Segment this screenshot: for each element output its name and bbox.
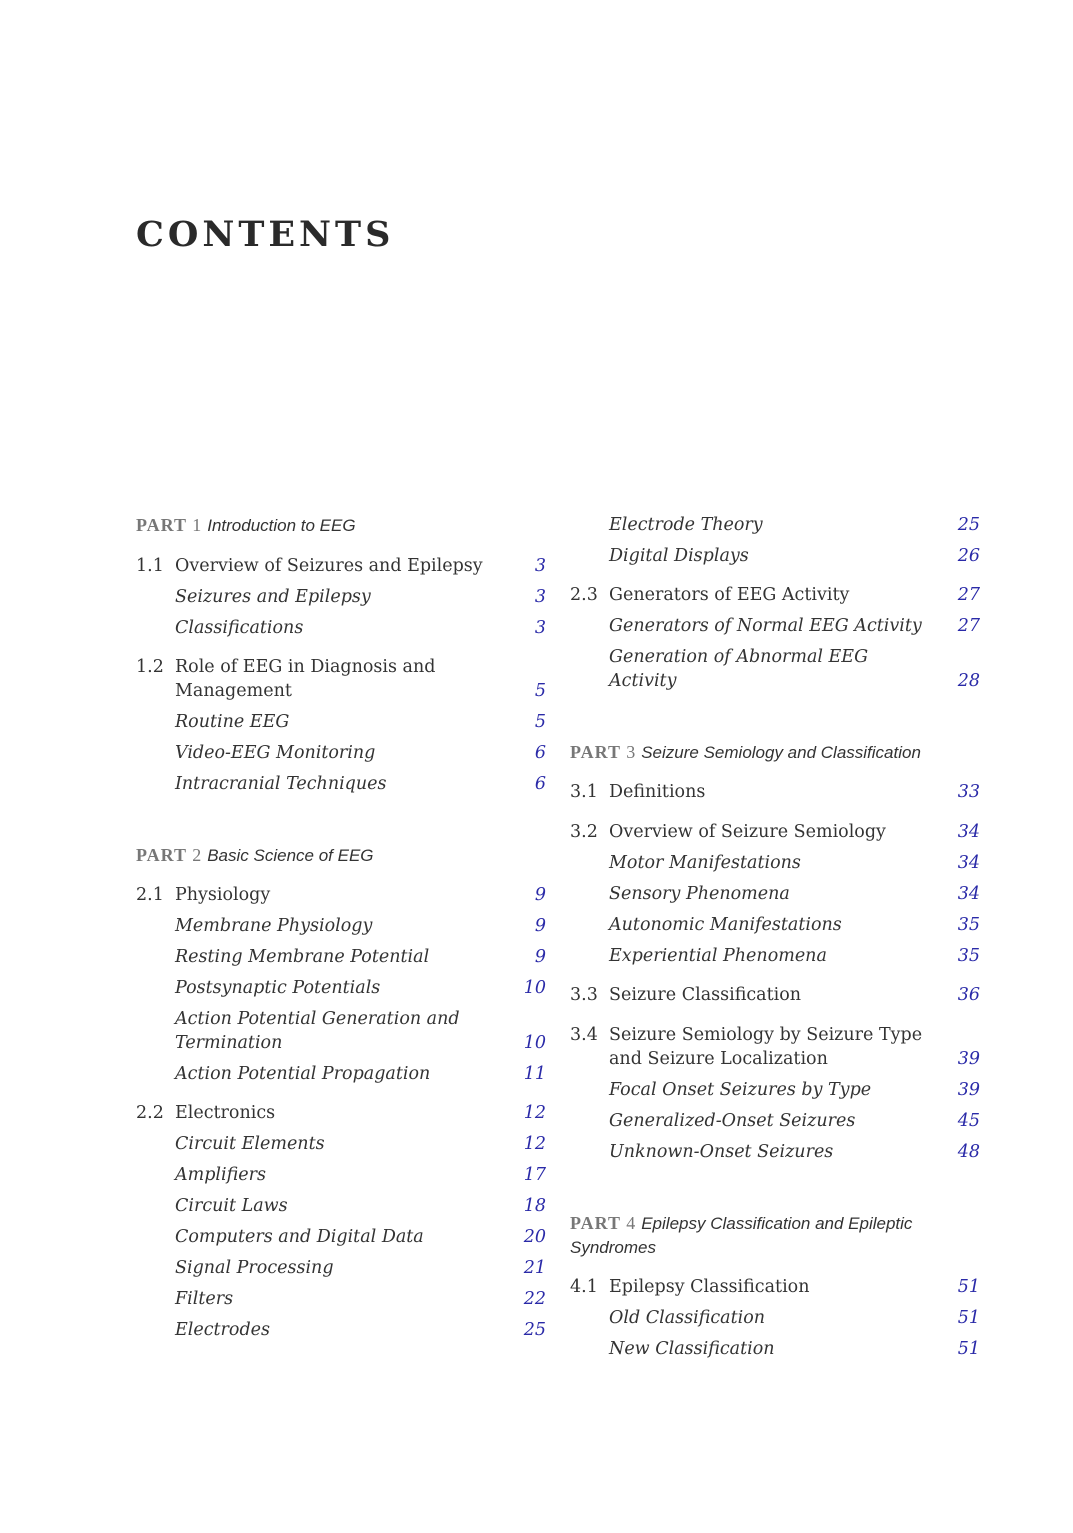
toc-subsection-entry xyxy=(570,544,980,568)
entry-title: Role of EEG in Diagnosis and Management xyxy=(175,657,436,701)
entry-title: Generation of Abnormal EEG Activity xyxy=(609,647,869,691)
part-title: Introduction to EEG xyxy=(207,516,356,535)
section-number: 1.2 xyxy=(136,657,164,677)
section-number: 2.3 xyxy=(570,585,598,605)
page-number: 45 xyxy=(957,1111,980,1131)
entry-title: Overview of Seizure Semiology xyxy=(609,822,886,842)
page-number: 10 xyxy=(523,1033,546,1053)
section-number: 1.1 xyxy=(136,556,164,576)
page-number: 9 xyxy=(534,947,546,967)
toc-subsection-entry xyxy=(136,1194,546,1218)
toc-subsection-entry xyxy=(570,1140,980,1164)
toc-column-left xyxy=(136,513,546,1342)
section-number: 3.1 xyxy=(570,782,598,802)
page-number: 28 xyxy=(957,671,980,691)
toc-subsection-entry xyxy=(136,1256,546,1280)
part-number: 1 xyxy=(192,515,202,535)
toc-subsection-entry xyxy=(570,882,980,906)
toc-subsection-entry xyxy=(136,1318,546,1342)
page-number: 35 xyxy=(957,946,980,966)
toc-subsection-entry xyxy=(136,1062,546,1086)
entry-title: Generalized-Onset Seizures xyxy=(609,1111,856,1131)
toc-subsection-entry xyxy=(136,976,546,1000)
page-number: 3 xyxy=(534,587,546,607)
toc-subsection-entry xyxy=(136,914,546,938)
entry-title: Physiology xyxy=(175,885,271,905)
part-heading xyxy=(570,740,980,765)
toc-column-right xyxy=(570,513,980,1361)
entry-title: Amplifiers xyxy=(175,1165,267,1185)
toc-section-entry xyxy=(570,780,980,804)
part-label: PART xyxy=(136,845,193,865)
part-title: Basic Science of EEG xyxy=(207,846,374,865)
toc-subsection-entry xyxy=(570,851,980,875)
part-number: 3 xyxy=(626,742,636,762)
entry-title: Motor Manifestations xyxy=(609,853,801,873)
page-number: 48 xyxy=(957,1142,980,1162)
section-number: 4.1 xyxy=(570,1277,598,1297)
toc-section-entry xyxy=(136,883,546,907)
part-heading xyxy=(136,843,546,868)
toc-section-entry xyxy=(136,1101,546,1125)
entry-title: Generators of EEG Activity xyxy=(609,585,850,605)
page-number: 33 xyxy=(957,782,980,802)
toc-section-entry xyxy=(570,1275,980,1299)
page-number: 36 xyxy=(957,985,980,1005)
entry-title: Video-EEG Monitoring xyxy=(175,743,376,763)
toc-subsection-entry xyxy=(570,1078,980,1102)
entry-title: Definitions xyxy=(609,782,706,802)
toc-subsection-entry xyxy=(136,616,546,640)
toc-section-entry xyxy=(136,655,546,703)
entry-title: Old Classification xyxy=(609,1308,766,1328)
entry-title: Overview of Seizures and Epilepsy xyxy=(175,556,483,576)
entry-title: Unknown-Onset Seizures xyxy=(609,1142,834,1162)
page-number: 51 xyxy=(957,1277,980,1297)
page-number: 17 xyxy=(523,1165,546,1185)
entry-title: Electrode Theory xyxy=(609,515,763,535)
toc-subsection-entry xyxy=(570,645,980,693)
toc-subsection-entry xyxy=(570,1337,980,1361)
entry-title: Circuit Elements xyxy=(175,1134,325,1154)
page-number: 22 xyxy=(523,1289,546,1309)
toc-subsection-entry xyxy=(136,1163,546,1187)
toc-subsection-entry xyxy=(136,741,546,765)
part-label: PART xyxy=(570,1213,627,1233)
part-number: 4 xyxy=(626,1213,636,1233)
toc-section-entry xyxy=(136,554,546,578)
part-heading xyxy=(136,513,546,538)
part-title: Epilepsy Classification and Epileptic Syndromes xyxy=(570,1214,913,1257)
page-number: 11 xyxy=(523,1064,546,1084)
entry-title: Generators of Normal EEG Activity xyxy=(609,616,922,636)
entry-title: Action Potential Generation and Termination xyxy=(175,1009,460,1053)
entry-title: Electronics xyxy=(175,1103,276,1123)
page-number: 39 xyxy=(957,1049,980,1069)
section-number: 3.2 xyxy=(570,822,598,842)
entry-title: Intracranial Techniques xyxy=(175,774,387,794)
page-number: 3 xyxy=(534,618,546,638)
entry-title: Autonomic Manifestations xyxy=(609,915,842,935)
page-number: 5 xyxy=(534,712,546,732)
entry-title: Computers and Digital Data xyxy=(175,1227,424,1247)
part-heading xyxy=(570,1211,980,1260)
entry-title: Routine EEG xyxy=(175,712,290,732)
toc-subsection-entry xyxy=(136,772,546,796)
section-number: 3.4 xyxy=(570,1025,598,1045)
section-number: 2.2 xyxy=(136,1103,164,1123)
page-number: 34 xyxy=(957,822,980,842)
part-label: PART xyxy=(570,742,627,762)
page-number: 25 xyxy=(523,1320,546,1340)
entry-title: Experiential Phenomena xyxy=(609,946,827,966)
entry-title: Sensory Phenomena xyxy=(609,884,790,904)
entry-title: Seizures and Epilepsy xyxy=(175,587,371,607)
toc-subsection-entry xyxy=(570,614,980,638)
toc-subsection-entry xyxy=(136,1225,546,1249)
page-number: 6 xyxy=(534,743,546,763)
page-number: 51 xyxy=(957,1308,980,1328)
page-number: 34 xyxy=(957,853,980,873)
entry-title: Membrane Physiology xyxy=(175,916,373,936)
entry-title: Action Potential Propagation xyxy=(175,1064,431,1084)
entry-title: Electrodes xyxy=(175,1320,271,1340)
page-number: 27 xyxy=(957,585,980,605)
page-number: 3 xyxy=(534,556,546,576)
page-number: 39 xyxy=(957,1080,980,1100)
entry-title: Filters xyxy=(175,1289,234,1309)
toc-section-entry xyxy=(570,983,980,1007)
page-number: 20 xyxy=(523,1227,546,1247)
entry-title: Digital Displays xyxy=(609,546,749,566)
page-number: 27 xyxy=(957,616,980,636)
toc-subsection-entry xyxy=(136,945,546,969)
page-number: 9 xyxy=(534,885,546,905)
entry-title: New Classification xyxy=(609,1339,775,1359)
page-number: 34 xyxy=(957,884,980,904)
page-number: 12 xyxy=(523,1103,546,1123)
toc-subsection-entry xyxy=(136,585,546,609)
toc-subsection-entry xyxy=(136,1007,546,1055)
page-number: 51 xyxy=(957,1339,980,1359)
toc-section-entry xyxy=(570,1023,980,1071)
toc-subsection-entry xyxy=(570,513,980,537)
page-number: 21 xyxy=(523,1258,546,1278)
page-number: 25 xyxy=(957,515,980,535)
toc-subsection-entry xyxy=(136,1132,546,1156)
entry-title: Epilepsy Classification xyxy=(609,1277,810,1297)
toc-subsection-entry xyxy=(570,1109,980,1133)
toc-subsection-entry xyxy=(570,944,980,968)
entry-title: Resting Membrane Potential xyxy=(175,947,430,967)
toc-section-entry xyxy=(570,583,980,607)
section-number: 2.1 xyxy=(136,885,164,905)
entry-title: Postsynaptic Potentials xyxy=(175,978,381,998)
section-number: 3.3 xyxy=(570,985,598,1005)
page-number: 12 xyxy=(523,1134,546,1154)
page-number: 6 xyxy=(534,774,546,794)
toc-subsection-entry xyxy=(136,1287,546,1311)
page-number: 10 xyxy=(523,978,546,998)
entry-title: Circuit Laws xyxy=(175,1196,288,1216)
part-label: PART xyxy=(136,515,193,535)
page-number: 26 xyxy=(957,546,980,566)
page-number: 5 xyxy=(534,681,546,701)
toc-subsection-entry xyxy=(570,913,980,937)
entry-title: Signal Processing xyxy=(175,1258,334,1278)
page-number: 9 xyxy=(534,916,546,936)
page-number: 35 xyxy=(957,915,980,935)
part-number: 2 xyxy=(192,845,202,865)
page-number: 18 xyxy=(523,1196,546,1216)
entry-title: Focal Onset Seizures by Type xyxy=(609,1080,872,1100)
toc-subsection-entry xyxy=(570,1306,980,1330)
part-title: Seizure Semiology and Classification xyxy=(641,743,921,762)
entry-title: Classifications xyxy=(175,618,304,638)
toc-subsection-entry xyxy=(136,710,546,734)
entry-title: Seizure Classification xyxy=(609,985,802,1005)
entry-title: Seizure Semiology by Seizure Type and Seizure Localization xyxy=(609,1025,923,1069)
toc-section-entry xyxy=(570,820,980,844)
page-title: CONTENTS xyxy=(136,214,395,255)
